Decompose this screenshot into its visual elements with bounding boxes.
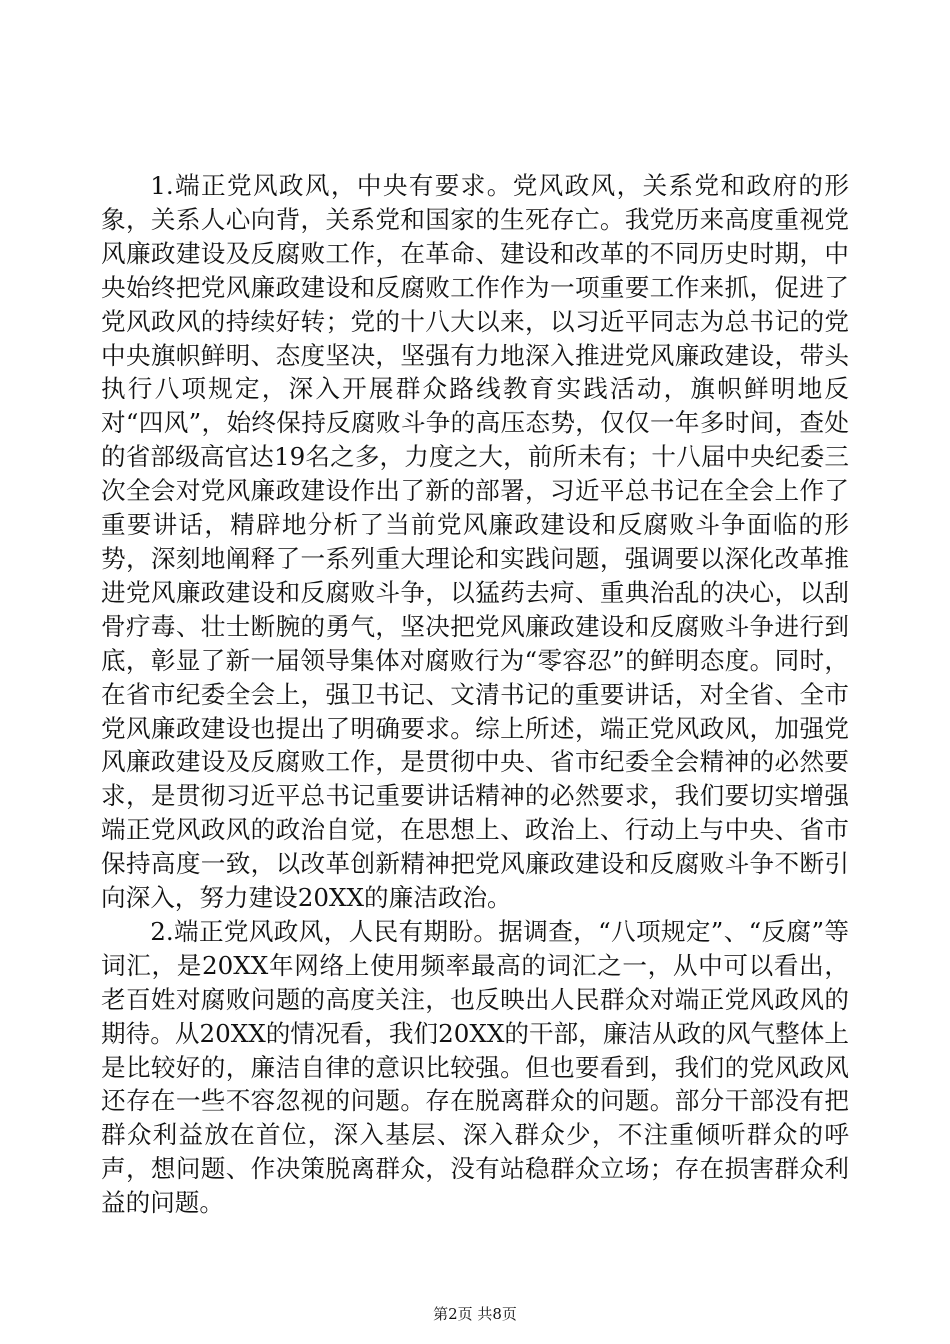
paragraph-2: 2.端正党风政风，人民有期盼。据调查，“八项规定”、“反腐”等词汇，是20XX年网络上使用频率最高的词汇之一，从中可以看出，老百姓对腐败问题的高度关注，也反映出人民群众对端正党风政风的期待。从20XX的情况看，我们20XX的干部，廉洁从政的风气整体上是比较好的，廉洁自律的意识比较强。但也要看到，我们的党风政风还存在一些不容忽视的问题。存在脱离群众的问题。部分干部没有把群众利益放在首位，深入基层、深入群众少，不注重倾听群众的呼声，想问题、作决策脱离群众，没有站稳群众立场；存在损害群众利益的问题。 [101,916,849,1218]
document-body [101,169,849,1220]
paragraph-1: 1.端正党风政风，中央有要求。党风政风，关系党和政府的形象，关系人心向背，关系党和国家的生死存亡。我党历来高度重视党风廉政建设及反腐败工作，在革命、建设和改革的不同历史时期，中央始终把党风廉政建设和反腐败工作作为一项重要工作来抓，促进了党风政风的持续好转；党的十八大以来，以习近平同志为总书记的党中央旗帜鲜明、态度坚决，坚强有力地深入推进党风廉政建设，带头执行八项规定，深入开展群众路线教育实践活动，旗帜鲜明地反对“四风”，始终保持反腐败斗争的高压态势，仅仅一年多时间，查处的省部级高官达19名之多，力度之大，前所未有；十八届中央纪委三次全会对党风廉政建设作出了新的部署，习近平总书记在全会上作了重要讲话，精辟地分析了当前党风廉政建设和反腐败斗争面临的形势，深刻地阐释了一系列重大理论和实践问题，强调要以深化改革推进党风廉政建设和反腐败斗争，以猛药去疴、重典治乱的决心，以刮骨疗毒、壮士断腕的勇气，坚决把党风廉政建设和反腐败斗争进行到底，彰显了新一届领导集体对腐败行为“零容忍”的鲜明态度。同时，在省市纪委全会上，强卫书记、文清书记的重要讲话，对全省、全市党风廉政建设也提出了明确要求。综上所述，端正党风政风，加强党风廉政建设及反腐败工作，是贯彻中央、省市纪委全会精神的必然要求，是贯彻习近平总书记重要讲话精神的必然要求，我们要切实增强端正党风政风的政治自觉，在思想上、政治上、行动上与中央、省市保持高度一致，以改革创新精神把党风廉政建设和反腐败斗争不断引向深入，努力建设20XX的廉洁政治。 [101,171,849,913]
page-footer: 第2页 共8页 [433,1305,517,1323]
